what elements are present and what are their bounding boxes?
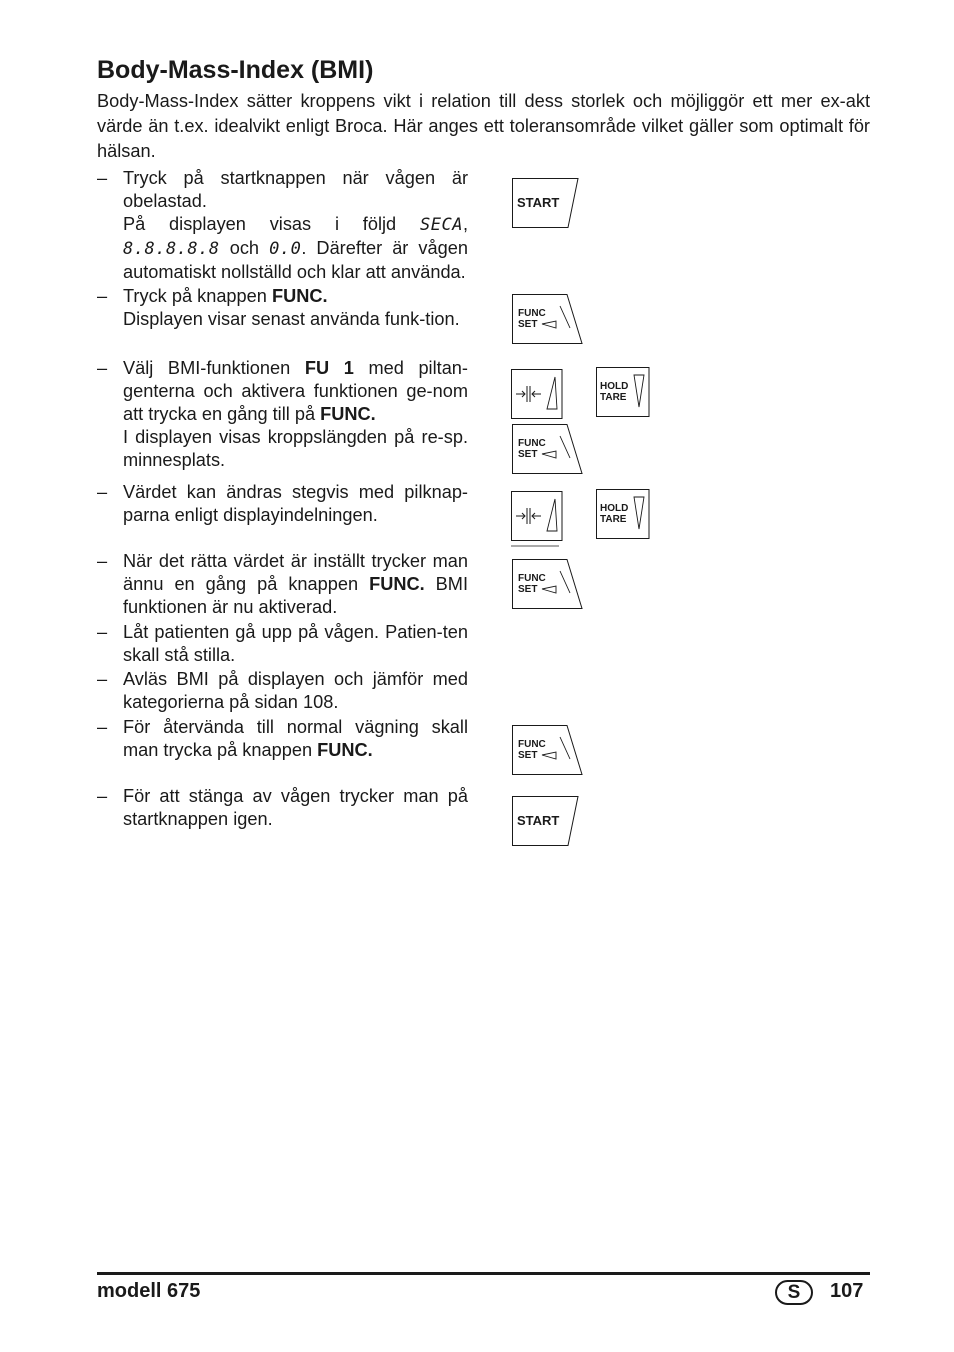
func-set-key-illustration: [512, 294, 584, 346]
step-bullet: –: [97, 482, 108, 502]
display-readout-seca: SECA: [419, 215, 463, 235]
step-bullet: –: [97, 786, 108, 806]
hold-tare-key-illustration: [596, 489, 652, 541]
hold-key-label-line2: TARE: [600, 514, 627, 525]
step-text: Värdet kan ändras stegvis med pilknap-parna enligt displayindelningen.: [123, 482, 468, 525]
func-set-key-illustration: [512, 725, 584, 777]
step-8: [97, 716, 468, 762]
hold-key-label-line1: HOLD: [600, 381, 629, 392]
footer-divider: [97, 1272, 870, 1275]
step-text: För att stänga av vågen trycker man på startknappen igen.: [123, 786, 468, 829]
intro-paragraph: Body-Mass-Index sätter kroppens vikt i relation till dess storlek och möjliggör ett mer ex-akt värde än t.ex. idealvikt enligt Broca. Här anges ett toleransområde vilket gäller som optimalt för hälsan.: [97, 91, 870, 161]
start-key-label: START: [517, 195, 560, 210]
func-key-label-line1: FUNC: [518, 573, 546, 584]
step-text: Välj BMI-funktionen FU 1 med piltan-genterna och aktivera funktionen ge-nom att trycka en gång till på FUNC.: [123, 358, 468, 424]
step-text: Låt patienten gå upp på vågen. Patien-ten skall stå stilla.: [123, 622, 468, 665]
step-9: [97, 785, 468, 831]
step-text: Tryck på startknappen när vågen är obelastad.: [123, 168, 468, 211]
func-key-label-line2: SET: [518, 449, 538, 460]
step-1: [97, 167, 468, 284]
display-readout-segment-test: 8.8.8.8.8: [123, 239, 220, 259]
start-key-label: START: [517, 813, 560, 828]
zero-arrow-key-illustration: [511, 491, 565, 549]
hold-tare-key-illustration: [596, 367, 652, 419]
start-key-illustration: [512, 796, 580, 846]
step-bullet: –: [97, 669, 108, 689]
func-key-label-line1: FUNC: [518, 438, 546, 449]
step-text: På displayen visas i följd SECA, 8.8.8.8.8 och 0.0. Därefter är vågen automatiskt nollställd och klar att använda.: [123, 214, 468, 282]
page-number: 107: [830, 1280, 864, 1302]
footer-model: modell 675: [97, 1280, 201, 1302]
step-3: [97, 357, 468, 472]
step-bullet: –: [97, 358, 108, 378]
display-readout-zero: 0.0: [269, 239, 302, 259]
func-key-label-line1: FUNC: [518, 739, 546, 750]
step-text: Displayen visar senast använda funk-tion.: [123, 309, 460, 329]
func-key-label-line1: FUNC: [518, 308, 546, 319]
step-bullet: –: [97, 717, 108, 737]
step-4: [97, 481, 468, 527]
hold-key-label-line1: HOLD: [600, 503, 629, 514]
step-7: [97, 668, 468, 714]
func-key-label-line2: SET: [518, 750, 538, 761]
func-key-label-line2: SET: [518, 319, 538, 330]
func-set-key-illustration: [512, 424, 584, 476]
step-bullet: –: [97, 168, 108, 188]
step-5: [97, 550, 468, 619]
hold-key-label-line2: TARE: [600, 392, 627, 403]
start-key-illustration: [512, 178, 580, 228]
step-text: När det rätta värdet är inställt trycker man ännu en gång på knappen FUNC. BMI funktionen är nu aktiverad.: [123, 551, 468, 617]
zero-arrow-key-illustration: [511, 369, 565, 421]
step-text: För återvända till normal vägning skall man trycka på knappen FUNC.: [123, 717, 468, 760]
step-6: [97, 621, 468, 667]
step-bullet: –: [97, 551, 108, 571]
page-title: Body-Mass-Index (BMI): [97, 56, 374, 84]
func-set-key-illustration: [512, 559, 584, 611]
step-text: Avläs BMI på displayen och jämför med kategorierna på sidan 108.: [123, 669, 468, 712]
language-badge: S: [775, 1280, 813, 1305]
step-bullet: –: [97, 622, 108, 642]
step-2: [97, 285, 468, 331]
step-text: I displayen visas kroppslängden på re-sp. minnesplats.: [123, 427, 468, 470]
step-bullet: –: [97, 286, 108, 306]
step-text: Tryck på knappen FUNC.: [123, 286, 328, 306]
func-key-label-line2: SET: [518, 584, 538, 595]
